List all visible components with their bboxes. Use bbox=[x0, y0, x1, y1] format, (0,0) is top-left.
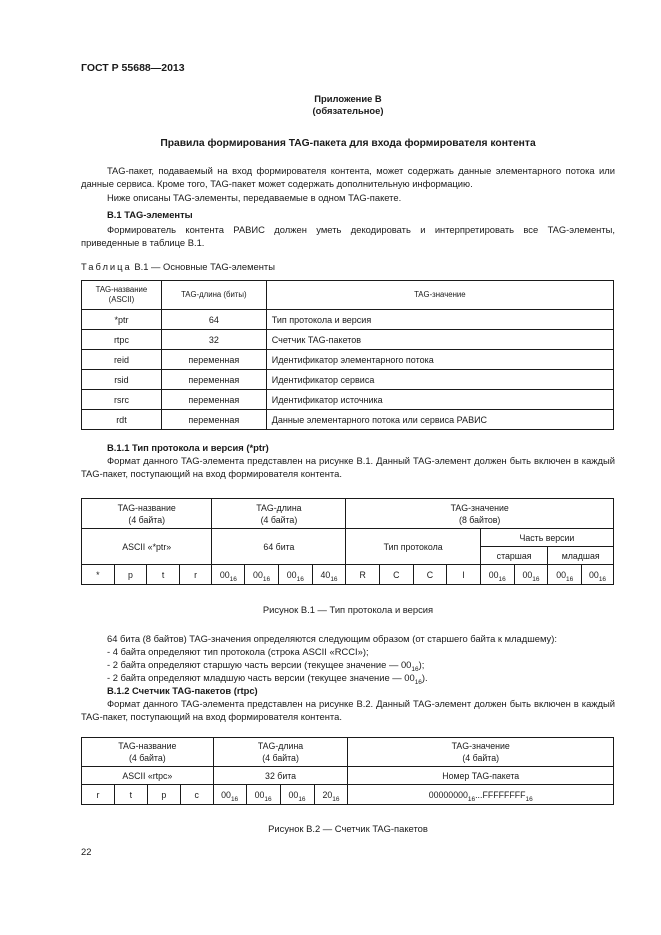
hex-subscript: 16 bbox=[262, 575, 271, 583]
cell-length: 64 bbox=[161, 310, 266, 330]
fig2-bytes-row bbox=[82, 785, 614, 805]
cell-length: 32 bbox=[161, 330, 266, 350]
table-row bbox=[82, 390, 614, 410]
byte-cell bbox=[246, 785, 280, 805]
byte-cell bbox=[278, 565, 312, 585]
page-number: 22 bbox=[81, 846, 92, 857]
fig2-counter: Номер TAG-пакета bbox=[348, 767, 614, 785]
fig1-note-item: - 4 байта определяют тип протокола (строка ASCII «RCCI»); bbox=[107, 646, 369, 657]
section-b11-title: B.1.1 Тип протокола и версия (*ptr) bbox=[107, 442, 269, 453]
byte-hex: 00 bbox=[488, 569, 499, 580]
fig2-header-row bbox=[82, 738, 614, 767]
fig1-value-size: (8 байтов) bbox=[459, 514, 501, 525]
fig1-header-row bbox=[82, 499, 614, 529]
byte-cell: p bbox=[114, 565, 147, 585]
section-b1-text: Формирователь контента РАВИС должен уметь декодировать и интерпретировать все TAG-элементы, приведенные в таблице В.1. bbox=[81, 224, 615, 249]
figure-b2-caption: Рисунок В.2 — Счетчик TAG-пакетов bbox=[268, 823, 428, 834]
fig1-note-item bbox=[107, 671, 428, 684]
appendix-title: Приложение В bbox=[314, 93, 382, 104]
cell-name: reid bbox=[82, 350, 162, 370]
byte-cell: r bbox=[82, 785, 115, 805]
figure-b1-caption: Рисунок В.1 — Тип протокола и версия bbox=[262, 604, 434, 615]
fig1-name-header bbox=[82, 499, 212, 529]
byte-hex: 00 bbox=[522, 569, 533, 580]
fig1-ascii: ASCII «*ptr» bbox=[82, 529, 212, 565]
byte-cell bbox=[280, 785, 314, 805]
cell-name: rtpc bbox=[82, 330, 162, 350]
cell-value: Тип протокола и версия bbox=[266, 310, 613, 330]
byte-hex: 00 bbox=[556, 569, 566, 580]
fig2-length-header bbox=[213, 738, 348, 767]
byte-hex: 40 bbox=[320, 569, 331, 580]
byte-hex: 00 bbox=[219, 569, 230, 580]
cell-value: Идентификатор элементарного потока bbox=[266, 350, 613, 370]
byte-cell bbox=[314, 785, 348, 805]
fig1-length-size: (4 байта) bbox=[260, 514, 298, 525]
fig2-length-size: (4 байта) bbox=[262, 753, 299, 763]
standard-header: ГОСТ Р 55688—2013 bbox=[81, 62, 185, 74]
byte-cell bbox=[582, 565, 614, 585]
byte-cell: t bbox=[147, 565, 180, 585]
figure-b1 bbox=[81, 498, 614, 585]
counter-range bbox=[348, 785, 614, 805]
cell-value: Идентификатор сервиса bbox=[266, 370, 613, 390]
byte-cell bbox=[245, 565, 279, 585]
byte-cell bbox=[212, 565, 245, 585]
hex-subscript: 16 bbox=[298, 795, 306, 803]
byte-cell bbox=[548, 565, 582, 585]
cell-name: rsrc bbox=[82, 390, 162, 410]
table1-caption-rest: В.1 — Основные TAG-элементы bbox=[131, 261, 275, 272]
hex-subscript: 16 bbox=[598, 575, 607, 583]
fig2-ascii: ASCII «rtpc» bbox=[82, 767, 214, 785]
cell-length: переменная bbox=[161, 390, 266, 410]
byte-hex: 00 bbox=[254, 789, 265, 800]
range-from: 00000000 bbox=[428, 789, 468, 800]
byte-cell bbox=[480, 565, 514, 585]
hex-subscript: 16 bbox=[330, 575, 338, 583]
fig1-length-header bbox=[212, 499, 346, 529]
note-text: ). bbox=[421, 672, 428, 683]
byte-hex: 00 bbox=[253, 569, 263, 580]
byte-cell: t bbox=[114, 785, 147, 805]
byte-hex: 20 bbox=[322, 789, 333, 800]
cell-value: Счетчик TAG-пакетов bbox=[266, 330, 613, 350]
figure-b2 bbox=[81, 737, 614, 805]
fig2-name-label: TAG-название bbox=[118, 741, 177, 751]
byte-cell: p bbox=[147, 785, 180, 805]
note-text: - 2 байта определяют младшую часть версии (текущее значение — 00 bbox=[107, 672, 415, 683]
hex-subscript: 16 bbox=[332, 795, 340, 803]
cell-name: rdt bbox=[82, 410, 162, 430]
hex-subscript: 16 bbox=[411, 666, 419, 673]
hex-subscript: 16 bbox=[414, 679, 422, 686]
byte-hex: 00 bbox=[288, 789, 299, 800]
byte-cell: R bbox=[346, 565, 380, 585]
byte-hex: 00 bbox=[286, 569, 297, 580]
intro-paragraph: TAG-пакет, подаваемый на вход формирователя контента, может содержать данные элементарного потока или данные сервиса. Кроме того, TAG-пакет может содержать дополнительную информацию. bbox=[81, 165, 615, 190]
fig1-bits: 64 бита bbox=[212, 529, 346, 565]
table-b1 bbox=[81, 280, 614, 430]
byte-cell: c bbox=[180, 785, 213, 805]
byte-cell: C bbox=[413, 565, 447, 585]
fig1-version-part: Часть версии bbox=[480, 529, 613, 547]
note-text: - 2 байта определяют старшую часть версии (текущее значение — 00 bbox=[107, 659, 412, 670]
byte-cell: r bbox=[179, 565, 212, 585]
fig2-value-header bbox=[348, 738, 614, 767]
cell-length: переменная bbox=[161, 370, 266, 390]
intro-note: Ниже описаны TAG-элементы, передаваемые в одном TAG-пакете. bbox=[107, 192, 402, 203]
byte-hex: 00 bbox=[589, 569, 599, 580]
range-separator: ... bbox=[475, 789, 483, 800]
section-heading: Правила формирования TAG-пакета для входа формирователя контента bbox=[160, 138, 536, 149]
byte-cell: C bbox=[380, 565, 414, 585]
table-row bbox=[82, 350, 614, 370]
fig1-length-label: TAG-длина bbox=[256, 502, 302, 513]
section-b1-title: B.1 TAG-элементы bbox=[107, 209, 193, 220]
cell-length: переменная bbox=[161, 350, 266, 370]
hex-subscript: 16 bbox=[230, 795, 239, 803]
cell-name: *ptr bbox=[82, 310, 162, 330]
fig1-protocol-type: Тип протокола bbox=[346, 529, 480, 565]
cell-name: rsid bbox=[82, 370, 162, 390]
byte-cell: * bbox=[82, 565, 115, 585]
fig2-value-size: (4 байта) bbox=[462, 753, 500, 763]
cell-value: Идентификатор источника bbox=[266, 390, 613, 410]
hex-subscript: 16 bbox=[498, 575, 506, 583]
table1-caption-word: Таблица bbox=[81, 261, 132, 272]
fig1-name-size: (4 байта) bbox=[128, 514, 166, 525]
table-header-row bbox=[82, 281, 614, 310]
fig1-notes-intro: 64 бита (8 байтов) TAG-значения определяются следующим образом (от старшего байта к младшему): bbox=[107, 633, 557, 644]
table-row bbox=[82, 310, 614, 330]
fig2-name-header bbox=[82, 738, 214, 767]
col-header-value: TAG-значение bbox=[266, 281, 613, 310]
fig1-value-label: TAG-значение bbox=[450, 502, 509, 513]
hex-subscript: 16 bbox=[296, 575, 304, 583]
fig2-bits: 32 бита bbox=[213, 767, 348, 785]
note-text: ); bbox=[418, 659, 425, 670]
section-b12-text: Формат данного TAG-элемента представлен на рисунке В.2. Данный TAG-элемент должен быть включен в каждый TAG-пакет, поступающий на вход формирователя контента. bbox=[81, 698, 615, 723]
byte-cell bbox=[312, 565, 346, 585]
byte-cell: I bbox=[447, 565, 481, 585]
table-row bbox=[82, 370, 614, 390]
hex-subscript: 16 bbox=[229, 575, 237, 583]
fig1-value-header bbox=[346, 499, 614, 529]
hex-subscript: 16 bbox=[525, 795, 533, 803]
table-row bbox=[82, 410, 614, 430]
section-b12-title: B.1.2 Счетчик TAG-пакетов (rtpc) bbox=[107, 685, 258, 696]
cell-value: Данные элементарного потока или сервиса РАВИС bbox=[266, 410, 613, 430]
appendix-subtitle: (обязательное) bbox=[312, 105, 384, 116]
table-row bbox=[82, 330, 614, 350]
fig1-note-item bbox=[107, 658, 424, 671]
fig2-value-label: TAG-значение bbox=[451, 741, 510, 751]
fig2-length-label: TAG-длина bbox=[257, 741, 304, 751]
fig1-bytes-row bbox=[82, 565, 614, 585]
col-header-name: TAG-название (ASCII) bbox=[82, 281, 162, 310]
hex-subscript: 16 bbox=[565, 575, 574, 583]
byte-cell bbox=[213, 785, 246, 805]
fig1-version-minor: младшая bbox=[548, 547, 614, 565]
hex-subscript: 16 bbox=[264, 795, 272, 803]
col-header-length: TAG-длина (биты) bbox=[161, 281, 266, 310]
byte-cell bbox=[514, 565, 548, 585]
range-to: FFFFFFFF bbox=[482, 789, 526, 800]
cell-length: переменная bbox=[161, 410, 266, 430]
table1-caption bbox=[81, 260, 275, 273]
hex-subscript: 16 bbox=[532, 575, 540, 583]
fig1-name-label: TAG-название bbox=[117, 502, 176, 513]
fig1-version-major: старшая bbox=[480, 547, 547, 565]
fig2-name-size: (4 байта) bbox=[129, 753, 166, 763]
byte-hex: 00 bbox=[221, 789, 231, 800]
section-b11-text: Формат данного TAG-элемента представлен на рисунке В.1. Данный TAG-элемент должен быть включен в каждый TAG-пакет, поступающий на вход формирователя контента. bbox=[81, 455, 615, 480]
hex-subscript: 16 bbox=[467, 795, 476, 803]
